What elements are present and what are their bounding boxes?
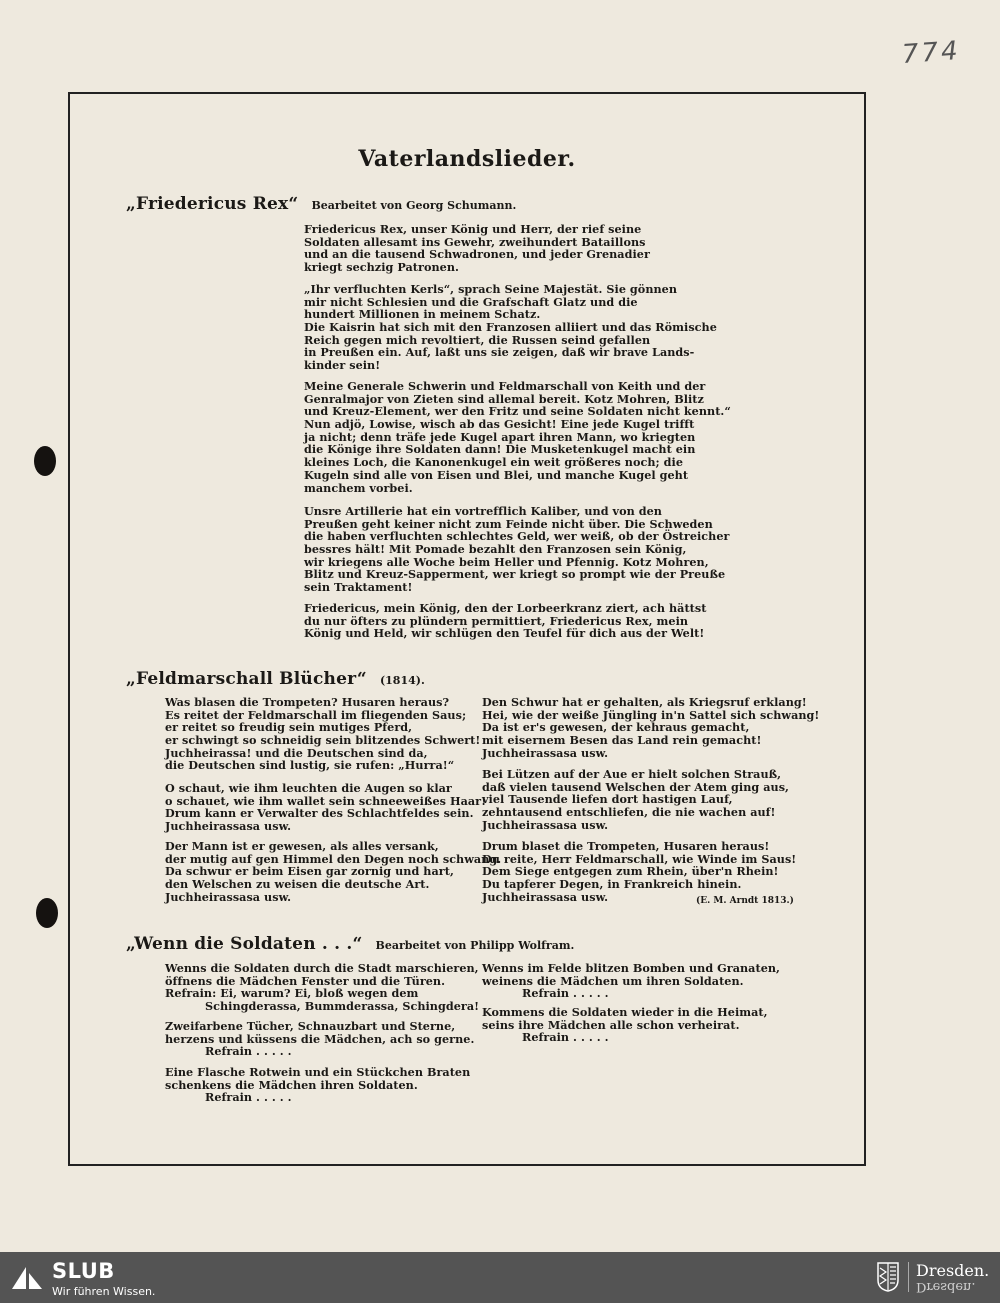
verse-line: Refrain . . . . . [522, 986, 609, 1001]
verse-line: Friedericus Rex, unser König und Herr, der rief seine [304, 222, 642, 236]
verse-line: Juchheirassa! und die Deutschen sind da, [165, 745, 428, 760]
song-meta: Bearbeitet von Philipp Wolfram. [375, 939, 575, 952]
verse-line: Den Schwur hat er gehalten, als Kriegsruf erklang! [482, 695, 807, 709]
stanza [482, 1006, 768, 1044]
song-heading-soldaten [126, 934, 574, 954]
verse-line: Es reitet der Feldmarschall im fliegenden Saus; [165, 707, 467, 722]
punch-hole [34, 446, 56, 476]
verse-line: Was blasen die Trompeten? Husaren heraus? [165, 695, 450, 709]
verse-line: sein Traktament! [304, 580, 413, 595]
stanza [165, 1066, 470, 1104]
song-heading-friedericus [126, 194, 516, 214]
verse-line: er schwingt so schneidig sein blitzendes Schwert! [165, 733, 481, 748]
stanza [482, 840, 796, 903]
verse-line: und Kreuz-Element, wer den Fritz und seine Soldaten nicht kennt.“ [304, 404, 731, 419]
verse-line: den Welschen zu weisen die deutsche Art. [165, 877, 430, 892]
verse-line: mir nicht Schlesien und die Grafschaft Glatz und die [304, 294, 638, 309]
verse-line: schenkens die Mädchen ihren Soldaten. [165, 1077, 418, 1092]
verse-line: o schauet, wie ihm wallet sein schneeweißes Haar! [165, 793, 487, 808]
verse-line: Drum kann er Verwalter des Schlachtfeldes sein. [165, 806, 474, 821]
verse-line: Friedericus, mein König, den der Lorbeerkranz ziert, ach hättst [304, 601, 707, 615]
verse-line: du nur öfters zu plündern permittiert, Friedericus Rex, mein [304, 613, 689, 628]
brand-tagline: Wir führen Wissen. [52, 1285, 156, 1298]
song-meta: Bearbeitet von Georg Schumann. [311, 199, 517, 212]
verse-line: er reitet so freudig sein mutiges Pferd, [165, 720, 413, 735]
stanza [165, 782, 486, 833]
verse-line: Dem Siege entgegen zum Rhein, über'n Rhein! [482, 864, 779, 879]
verse-line: Reich gegen mich revoltiert, die Russen seind gefallen [304, 332, 651, 347]
verse-line: Refrain . . . . . [205, 1044, 292, 1059]
stanza [482, 768, 789, 831]
stanza [482, 696, 819, 759]
page-title: Vaterlandslieder. [358, 146, 576, 172]
verse-line: Juchheirassasa usw. [482, 889, 609, 904]
slub-logo-icon [10, 1265, 44, 1291]
verse-line: Da schwur er beim Eisen gar zornig und hart, [165, 864, 454, 879]
verse-line: kleines Loch, die Kanonenkugel ein weit größeres noch; die [304, 455, 684, 470]
verse-line: Da ist er's gewesen, der kehraus gemacht, [482, 720, 750, 735]
verse-line: Nun adjö, Lowise, wisch ab das Gesicht! Eine jede Kugel trifft [304, 417, 695, 432]
song-heading-bluecher [126, 669, 425, 689]
verse-line: Preußen geht keiner nicht zum Feinde nicht über. Die Schweden [304, 516, 713, 531]
city-brand: Dresden. [916, 1261, 990, 1280]
verse-line: die Deutschen sind lustig, sie rufen: „Hurra!“ [165, 758, 455, 773]
verse-line: Hei, wie der weiße Jüngling in'n Sattel sich schwang! [482, 707, 820, 722]
stanza [304, 223, 650, 274]
verse-line: Soldaten allesamt ins Gewehr, zweihundert Bataillons [304, 234, 646, 249]
verse-line: herzens und küssens die Mädchen, ach so gerne. [165, 1031, 475, 1046]
verse-line: wir kriegens alle Woche beim Heller und Pfennig. Kotz Mohren, [304, 554, 709, 569]
verse-line: Bei Lützen auf der Aue er hielt solchen Strauß, [482, 767, 782, 781]
verse-line: Du reite, Herr Feldmarschall, wie Winde im Saus! [482, 851, 797, 866]
verse-line: mit eisernem Besen das Land rein gemacht! [482, 733, 762, 748]
song-title: „Wenn die Soldaten . . .“ [126, 934, 363, 954]
verse-line: König und Held, wir schlügen den Teufel für dich aus der Welt! [304, 626, 705, 641]
stanza [165, 962, 479, 1013]
verse-line: ja nicht; denn träfe jede Kugel apart ihren Mann, wo kriegten [304, 429, 696, 444]
verse-line: Kommens die Soldaten wieder in die Heimat, [482, 1005, 768, 1019]
verse-line: Schingderassa, Bummderassa, Schingdera! [205, 999, 480, 1014]
verse-line: Kugeln sind alle von Eisen und Blei, und manche Kugel geht [304, 467, 689, 482]
verse-line: Blitz und Kreuz-Sapperment, wer kriegt so prompt wie der Preuße [304, 567, 726, 582]
verse-line: Die Kaisrin hat sich mit den Franzosen alliiert und das Römische [304, 320, 717, 335]
content-frame [68, 92, 866, 1166]
stanza [165, 840, 501, 903]
stanza [165, 1020, 474, 1058]
stanza [304, 602, 706, 640]
stanza [165, 696, 480, 772]
verse-line: O schaut, wie ihm leuchten die Augen so klar [165, 781, 452, 795]
stanza [304, 505, 729, 594]
verse-line: Juchheirassasa usw. [165, 889, 292, 904]
verse-line: zehntausend entschliefen, die nie wachen auf! [482, 805, 776, 820]
viewer-footer-bar [0, 1252, 1000, 1303]
verse-line: Drum blaset die Trompeten, Husaren heraus! [482, 839, 770, 853]
verse-line: weinens die Mädchen um ihren Soldaten. [482, 973, 744, 988]
verse-line: Juchheirassasa usw. [165, 819, 292, 834]
archive-number: 774 [901, 35, 962, 71]
punch-hole [36, 898, 58, 928]
verse-line: in Preußen ein. Auf, laßt uns sie zeigen, daß wir brave Lands- [304, 345, 695, 360]
verse-line: bessres hält! Mit Pomade bezahlt den Franzosen sein König, [304, 542, 687, 557]
verse-line: Refrain . . . . . [205, 1090, 292, 1105]
verse-line: öffnens die Mädchen Fenster und die Türen. [165, 973, 446, 988]
verse-line: der mutig auf gen Himmel den Degen noch schwang. [165, 851, 502, 866]
verse-line: viel Tausende liefen dort hastigen Lauf, [482, 792, 733, 807]
verse-line: Juchheirassasa usw. [482, 745, 609, 760]
verse-line: Zweifarbene Tücher, Schnauzbart und Sterne, [165, 1019, 456, 1033]
verse-line: Unsre Artillerie hat ein vortrefflich Kaliber, und von den [304, 504, 662, 518]
verse-line: daß vielen tausend Welschen der Atem ging aus, [482, 779, 789, 794]
verse-line: seins ihre Mädchen alle schon verheirat. [482, 1017, 740, 1032]
verse-line: die Könige ihre Soldaten dann! Die Musketenkugel macht ein [304, 442, 696, 457]
dresden-crest-icon [877, 1262, 899, 1292]
song-title: „Feldmarschall Blücher“ [126, 669, 367, 689]
city-brand-reflection: Dresden. [916, 1279, 976, 1294]
stanza [304, 283, 717, 372]
verse-line: Eine Flasche Rotwein und ein Stückchen Braten [165, 1065, 471, 1079]
verse-line: und an die tausend Schwadronen, und jeder Grenadier [304, 247, 650, 262]
song-meta: (1814). [379, 674, 425, 687]
verse-line: Juchheirassasa usw. [482, 817, 609, 832]
verse-line: kriegt sechzig Patronen. [304, 260, 459, 275]
verse-line: Refrain . . . . . [522, 1030, 609, 1045]
verse-line: manchem vorbei. [304, 480, 413, 495]
verse-line: Meine Generale Schwerin und Feldmarschall von Keith und der [304, 379, 706, 393]
verse-line: Refrain: Ei, warum? Ei, bloß wegen dem [165, 986, 419, 1001]
verse-line: die haben verfluchten schlechtes Geld, wer weiß, ob der Östreicher [304, 529, 730, 544]
logo-divider [908, 1262, 909, 1292]
song-title: „Friedericus Rex“ [126, 194, 299, 214]
verse-line: „Ihr verfluchten Kerls“, sprach Seine Majestät. Sie gönnen [304, 282, 678, 296]
verse-line: Genralmajor von Zieten sind allemal bereit. Kotz Mohren, Blitz [304, 391, 704, 406]
verse-line: Du tapferer Degen, in Frankreich hinein. [482, 877, 742, 892]
verse-line: Wenns die Soldaten durch die Stadt marschieren, [165, 961, 479, 975]
author-credit: (E. M. Arndt 1813.) [696, 896, 794, 906]
stanza [482, 962, 780, 1000]
brand-name: SLUB [52, 1259, 115, 1283]
verse-line: kinder sein! [304, 358, 381, 373]
stanza [304, 380, 731, 494]
verse-line: hundert Millionen in meinem Schatz. [304, 307, 541, 322]
verse-line: Wenns im Felde blitzen Bomben und Granaten, [482, 961, 780, 975]
verse-line: Der Mann ist er gewesen, als alles versank, [165, 839, 439, 853]
